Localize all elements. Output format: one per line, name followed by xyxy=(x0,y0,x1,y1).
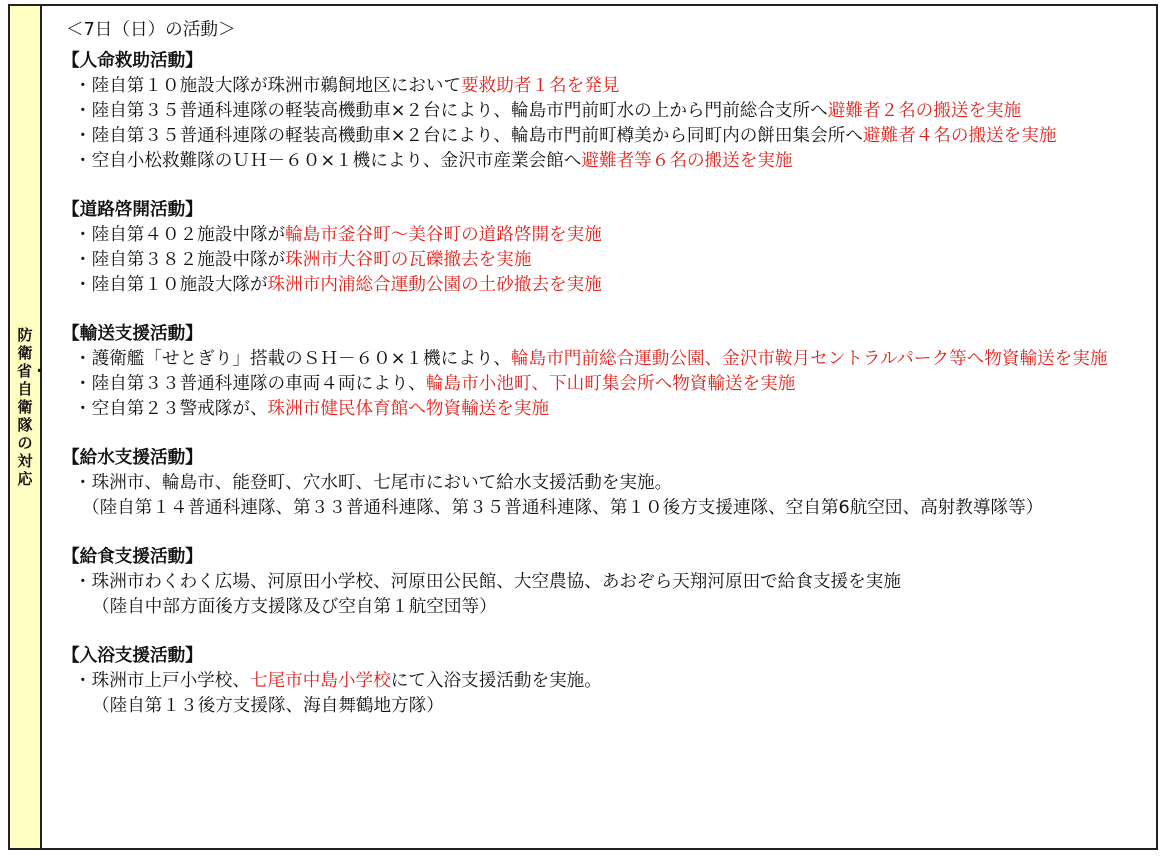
section-food-supply xyxy=(62,545,1148,620)
section-transport xyxy=(62,322,1148,422)
list-item: ・珠洲市、輪島市、能登町、穴水町、七尾市において給水支援活動を実施。 xyxy=(74,473,673,493)
list-item: ・護衛艦「せとぎり」搭載のＳＨ－６０×１機により、輪島市門前総合運動公園、金沢市鞍月セントラルパーク等へ物資輸送を実施 xyxy=(74,349,1108,369)
list-item: ・陸自第３５普通科連隊の軽装高機動車×２台により、輪島市門前町水の上から門前総合支所へ避難者２名の搬送を実施 xyxy=(74,101,1022,121)
section-title: 【給食支援活動】 xyxy=(62,547,203,567)
content-area xyxy=(62,18,1148,743)
list-item: ・陸自第３８２施設中隊が珠洲市大谷町の瓦礫撤去を実施 xyxy=(74,250,532,270)
list-item: ・陸自第１０施設大隊が珠洲市内浦総合運動公園の土砂撤去を実施 xyxy=(74,275,602,295)
list-item: ・陸自第３３普通科連隊の車両４両により、輪島市小池町、下山町集会所へ物資輸送を実施 xyxy=(74,374,796,394)
section-title: 【輸送支援活動】 xyxy=(62,324,203,344)
sidebar-label: 防衛省・自衛隊の対応 xyxy=(17,326,48,488)
section-rescue xyxy=(62,49,1148,174)
list-item: ・珠洲市上戸小学校、七尾市中島小学校にて入浴支援活動を実施。 xyxy=(74,671,602,691)
list-item: ・空自小松救難隊のＵＨ－６０×１機により、金沢市産業会館へ避難者等６名の搬送を実施 xyxy=(74,151,793,171)
section-water-supply xyxy=(62,446,1148,521)
section-bathing-support xyxy=(62,644,1148,719)
list-item: ・珠洲市わくわく広場、河原田小学校、河原田公民館、大空農協、あおぞら天翔河原田で給食支援を実施 xyxy=(74,572,901,592)
unit-note: （陸自中部方面後方支援隊及び空自第１航空団等） xyxy=(92,597,497,617)
list-item: ・空自第２３警戒隊が、珠洲市健民体育館へ物資輸送を実施 xyxy=(74,399,550,419)
activity-panel xyxy=(8,4,1158,850)
list-item: ・陸自第１０施設大隊が珠洲市鵜飼地区において要救助者１名を発見 xyxy=(74,76,620,96)
section-title: 【道路啓開活動】 xyxy=(62,200,203,220)
unit-note: （陸自第１４普通科連隊、第３３普通科連隊、第３５普通科連隊、第１０後方支援連隊、空自第6航空団、高射教導隊等） xyxy=(82,498,1044,518)
list-item: ・陸自第４０２施設中隊が輪島市釜谷町～美谷町の道路啓開を実施 xyxy=(74,225,602,245)
section-road-clearing xyxy=(62,198,1148,298)
sidebar xyxy=(10,6,48,848)
day-title: ＜7日（日）の活動＞ xyxy=(66,20,236,40)
section-title: 【人命救助活動】 xyxy=(62,51,203,71)
unit-note: （陸自第１３後方支援隊、海自舞鶴地方隊） xyxy=(92,696,444,716)
section-title: 【給水支援活動】 xyxy=(62,448,203,468)
list-item: ・陸自第３５普通科連隊の軽装高機動車×２台により、輪島市門前町樽美から同町内の餅田集会所へ避難者４名の搬送を実施 xyxy=(74,126,1057,146)
section-title: 【入浴支援活動】 xyxy=(62,646,203,666)
